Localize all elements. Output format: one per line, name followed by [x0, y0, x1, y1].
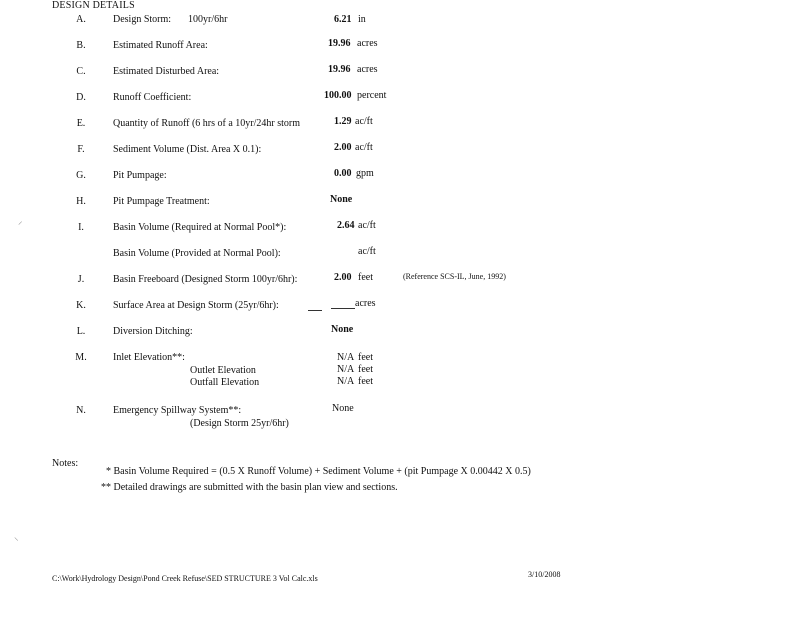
row-letter: G.	[76, 170, 86, 181]
row-value: None	[330, 194, 353, 205]
row-letter: M.	[75, 352, 87, 363]
row-unit: gpm	[356, 168, 374, 179]
scan-mark: ⸜	[14, 532, 19, 542]
row-unit: acres	[355, 298, 376, 309]
row-value: N/A	[337, 352, 355, 363]
row-label: Quantity of Runoff (6 hrs of a 10yr/24hr storm	[113, 118, 301, 129]
row-letter: L.	[76, 326, 86, 337]
row-letter: N.	[76, 405, 86, 416]
row-label: Outfall Elevation	[190, 377, 260, 388]
document-title: DESIGN DETAILS	[52, 0, 135, 11]
row-value: 2.64	[337, 220, 355, 231]
notes-heading: Notes:	[52, 458, 79, 469]
row-unit: ac/ft	[358, 246, 376, 257]
reference-note: (Reference SCS-IL, June, 1992)	[403, 272, 506, 281]
row-value: N/A	[337, 376, 355, 387]
row-label: Outlet Elevation	[190, 365, 256, 376]
row-unit: ac/ft	[355, 142, 373, 153]
row-value: 100.00	[324, 90, 352, 101]
row-letter: H.	[76, 196, 86, 207]
row-letter: C.	[76, 66, 86, 77]
row-label-secondary: 100yr/6hr	[188, 14, 228, 25]
row-label: Pit Pumpage:	[113, 170, 167, 181]
row-value: 19.96	[328, 64, 351, 75]
row-unit: acres	[357, 64, 378, 75]
row-label: Estimated Runoff Area:	[113, 40, 208, 51]
row-letter: D.	[76, 92, 86, 103]
row-unit: acres	[357, 38, 378, 49]
row-unit: in	[358, 14, 366, 25]
row-value: N/A	[337, 364, 355, 375]
row-label: Estimated Disturbed Area:	[113, 66, 220, 77]
blank-line	[331, 300, 355, 309]
row-unit: percent	[357, 90, 387, 101]
row-value: 19.96	[328, 38, 351, 49]
note-item: * Basin Volume Required = (0.5 X Runoff Volume) + Sediment Volume + (pit Pumpage X 0.00442 X 0.5)	[106, 466, 531, 477]
row-unit: feet	[358, 364, 373, 375]
row-letter: E.	[76, 118, 86, 129]
note-item: ** Detailed drawings are submitted with the basin plan view and sections.	[101, 482, 398, 493]
row-letter: F.	[77, 144, 85, 155]
row-unit: ac/ft	[358, 220, 376, 231]
row-label: Sediment Volume (Dist. Area X 0.1):	[113, 144, 262, 155]
row-label: Runoff Coefficient:	[113, 92, 192, 103]
row-label: (Design Storm 25yr/6hr)	[190, 418, 289, 429]
row-value: 0.00	[334, 168, 352, 179]
row-value: 6.21	[334, 14, 352, 25]
row-label: Pit Pumpage Treatment:	[113, 196, 210, 207]
row-letter: K.	[76, 300, 86, 311]
row-label: Inlet Elevation**:	[113, 352, 185, 363]
row-value: 1.29	[334, 116, 352, 127]
scan-mark: ⸝	[18, 216, 23, 226]
row-letter: J.	[77, 274, 85, 285]
row-label: Emergency Spillway System**:	[113, 405, 242, 416]
file-path: C:\Work\Hydrology Design\Pond Creek Refuse\SED STRUCTURE 3 Vol Calc.xls	[52, 574, 318, 583]
row-unit: feet	[358, 352, 373, 363]
row-label: Basin Volume (Required at Normal Pool*):	[113, 222, 287, 233]
row-unit: feet	[358, 272, 373, 283]
row-label: Diversion Ditching:	[113, 326, 193, 337]
blank-line	[308, 302, 322, 311]
print-date: 3/10/2008	[528, 570, 561, 579]
row-value: None	[332, 403, 354, 414]
row-value: None	[331, 324, 354, 335]
row-letter: I.	[78, 222, 84, 233]
row-unit: feet	[358, 376, 373, 387]
row-label: Basin Freeboard (Designed Storm 100yr/6hr):	[113, 274, 298, 285]
row-letter: B.	[76, 40, 86, 51]
row-label: Surface Area at Design Storm (25yr/6hr):	[113, 300, 279, 311]
row-letter: A.	[76, 14, 86, 25]
row-label: Design Storm:	[113, 14, 172, 25]
row-value: 2.00	[334, 272, 352, 283]
row-value: 2.00	[334, 142, 352, 153]
row-unit: ac/ft	[355, 116, 373, 127]
row-label: Basin Volume (Provided at Normal Pool):	[113, 248, 281, 259]
